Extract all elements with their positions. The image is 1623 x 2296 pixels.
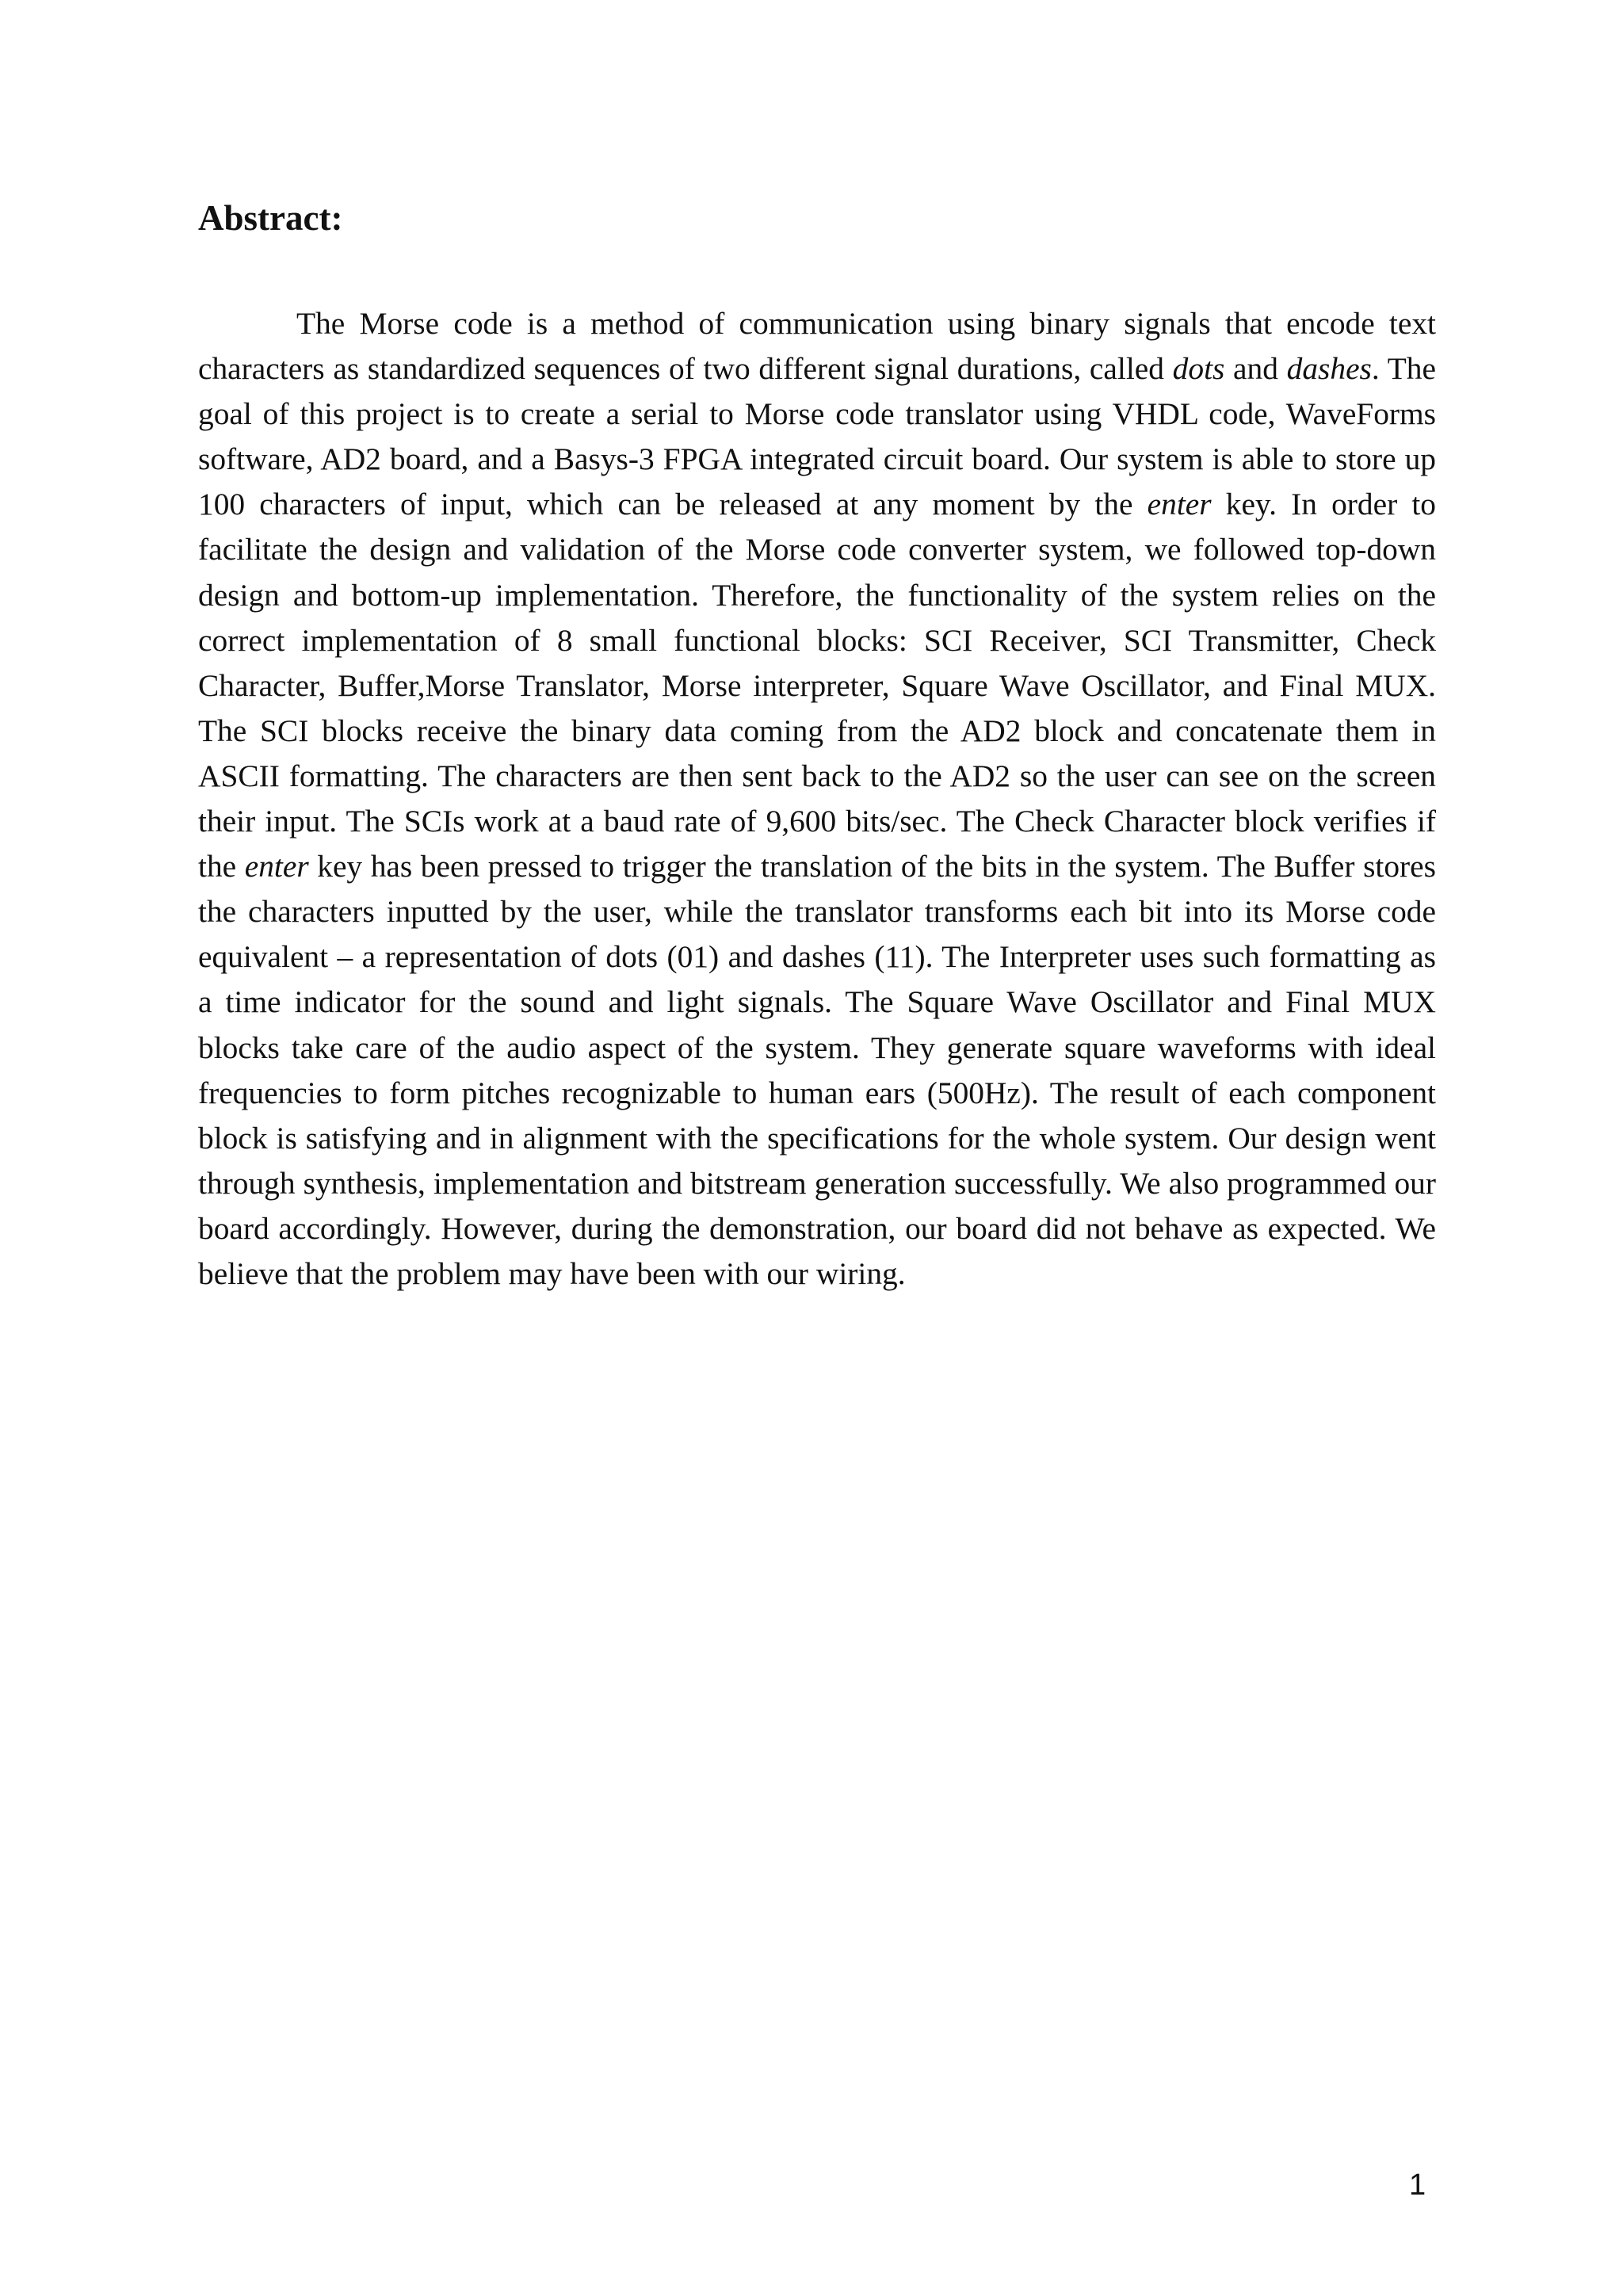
abstract-text-and: and (1224, 351, 1287, 387)
page-number: 1 (1409, 2168, 1426, 2202)
emphasis-dots: dots (1172, 351, 1225, 387)
abstract-text-4: key has been pressed to trigger the translation of the bits in the system. The Buffer stores the characters inputted by the user, while the translator transforms each bit into its Morse code equivalent – a representation of dots (01) and dashes (11). The Interpreter uses such formatting as a time indicator for the sound and light signals. The Square Wave Oscillator and Final MUX blocks take care of the audio aspect of the system. They generate square waveforms with ideal frequencies to form pitches recognizable to human ears (500Hz). The result of each component block is satisfying and in alignment with the specifications for the whole system. Our design went through synthesis, implementation and bitstream generation successfully. We also programmed our board accordingly. However, during the demonstration, our board did not behave as expected. We believe that the problem may have been with our wiring. (198, 849, 1436, 1291)
emphasis-enter-2: enter (244, 849, 309, 884)
abstract-paragraph (198, 301, 1436, 1297)
abstract-text-2: . The goal of this project is to create a serial to Morse code translator using VHDL code, WaveForms software, AD2 board, and a Basys-3 FPGA integrated circuit board. Our system is able to store up 100 characters of input, which can be released at any moment by the (198, 351, 1436, 522)
abstract-text-1: The Morse code is a method of communication using binary signals that encode text characters as standardized sequences of two different signal durations, called (198, 306, 1436, 387)
emphasis-enter-1: enter (1147, 487, 1212, 522)
abstract-text-3: key. In order to facilitate the design and validation of the Morse code converter system, we followed top-down design and bottom-up implementation. Therefore, the functionality of the system relies on the correct implementation of 8 small functional blocks: SCI Receiver, SCI Transmitter, Check Character, Buffer,Morse Translator, Morse interpreter, Square Wave Oscillator, and Final MUX. The SCI blocks receive the binary data coming from the AD2 block and concatenate them in ASCII formatting. The characters are then sent back to the AD2 so the user can see on the screen their input. The SCIs work at a baud rate of 9,600 bits/sec. The Check Character block verifies if the (198, 487, 1436, 884)
emphasis-dashes: dashes (1286, 351, 1372, 387)
section-heading: Abstract: (198, 198, 343, 238)
